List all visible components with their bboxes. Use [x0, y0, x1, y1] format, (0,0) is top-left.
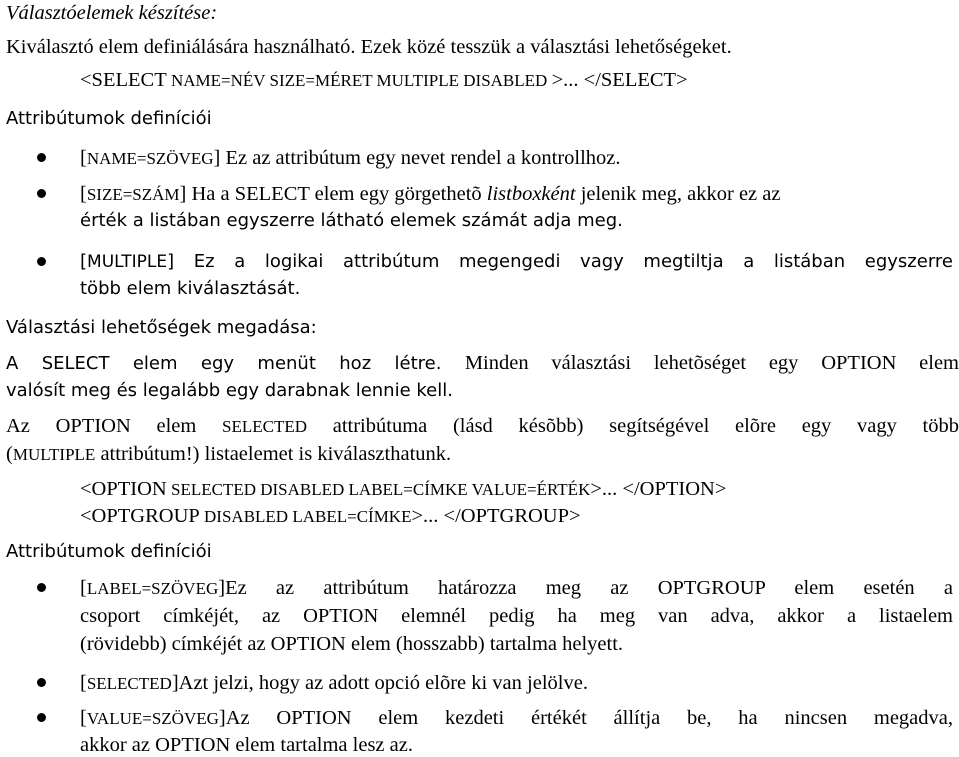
option-syntax — [80, 477, 726, 502]
attr-desc: Az OPTION elem kezdeti értékét állítja be, ha nincsen megadva, — [225, 707, 953, 729]
option-close-tag: >... </OPTION> — [590, 478, 727, 500]
attr-heading-option: Attribútumok definíciói — [6, 541, 212, 562]
option-open-tag: <OPTION — [80, 478, 167, 500]
attr-desc-italic: listboxként — [486, 183, 576, 205]
attr-desc-cont: akkor az OPTION elem tartalma lesz az. — [80, 734, 413, 756]
attr-desc: Ez a logikai attribútum megengedi vagy megtiltja a listában egyszerre — [174, 251, 953, 272]
paragraph-2 — [6, 414, 959, 439]
options-heading: Választási lehetőségek megadása: — [6, 317, 317, 338]
attr-desc: jelenik meg, akkor ez az — [575, 183, 781, 205]
select-close-tag: >... </SELECT> — [551, 69, 688, 91]
keyword-small: MULTIPLE — [12, 445, 96, 464]
option-attrs: SELECTED DISABLED LABEL=CÍMKE VALUE=ÉRTÉK — [166, 480, 591, 499]
attr-key: MULTIPLE — [87, 252, 168, 272]
attr-desc: Azt jelzi, hogy az adott opció elõre ki van jelölve. — [178, 672, 588, 694]
attr-desc-cont: csoport címkéjét, az OPTION elemnél pedig ha meg van adva, akkor a listaelem — [80, 605, 953, 627]
keyword-small: SELECTED — [222, 417, 308, 436]
paragraph-2-cont: (MULTIPLE attribútum!) listaelemet is kiválaszthatunk. — [6, 443, 452, 465]
optgroup-close-tag: >... </OPTGROUP> — [411, 505, 581, 527]
select-syntax — [80, 68, 688, 93]
attr-heading-select: Attribútumok definíciói — [6, 108, 212, 129]
paragraph-text: Az OPTION elem — [6, 415, 223, 437]
optgroup-open-tag: <OPTGROUP — [80, 505, 200, 527]
paragraph-1 — [6, 351, 959, 376]
attr-item-selected: [SELECTED]Azt jelzi, hogy az adott opció elõre ki van jelölve. — [80, 672, 588, 694]
attr-desc: Ez az attribútum határozza meg az OPTGROUP elem esetén a — [225, 577, 953, 599]
paragraph-text: attribútuma (lásd késõbb) segítségével elõre egy vagy több — [307, 415, 959, 437]
paragraph-text: Minden választási lehetõséget egy OPTION elem — [464, 352, 959, 374]
attr-key: LABEL=SZÖVEG — [86, 579, 219, 598]
attr-item-value: [VALUE=SZÖVEG]Az OPTION elem kezdeti értékét állítja be, ha nincsen megadva, — [80, 707, 953, 729]
bullet-icon — [37, 583, 46, 592]
bullet-icon — [37, 153, 46, 162]
attr-desc-cont: érték a listában egyszerre látható elemek számát adja meg. — [80, 210, 623, 231]
optgroup-attrs: DISABLED LABEL=CÍMKE — [199, 507, 412, 526]
attr-key: SIZE=SZÁM — [86, 185, 180, 204]
attr-desc-cont: több elem kiválasztását. — [80, 278, 301, 299]
attr-desc: Ez az attribútum egy nevet rendel a kontrollhoz. — [220, 147, 621, 169]
intro-text: Kiválasztó elem definiálására használható. Ezek közé tesszük a választási lehetőségeket. — [6, 36, 732, 58]
attr-desc-cont: (rövidebb) címkéjét az OPTION elem (hosszabb) tartalma helyett. — [80, 633, 624, 655]
attr-key: NAME=SZÖVEG — [86, 149, 214, 168]
bullet-icon — [37, 257, 46, 266]
select-open-tag: <SELECT — [80, 69, 167, 91]
select-attrs: NAME=NÉV SIZE=MÉRET MULTIPLE DISABLED — [166, 71, 552, 90]
attr-key: VALUE=SZÖVEG — [86, 709, 219, 728]
attr-item-name: [NAME=SZÖVEG] Ez az attribútum egy nevet rendel a kontrollhoz. — [80, 147, 621, 169]
attr-key: SELECTED — [86, 674, 172, 693]
page-heading: Választóelemek készítése: — [6, 2, 218, 24]
attr-item-label: [LABEL=SZÖVEG]Ez az attribútum határozza meg az OPTGROUP elem esetén a — [80, 577, 953, 599]
bullet-icon — [37, 713, 46, 722]
attr-desc: Ha a SELECT elem egy görgethetõ — [186, 183, 487, 205]
bullet-icon — [37, 678, 46, 687]
bullet-icon — [37, 189, 46, 198]
attr-item-multiple: [MULTIPLE] Ez a logikai attribútum megengedi vagy megtiltja a listában egyszerre — [80, 251, 953, 272]
paragraph-text-sans: A SELECT elem egy menüt hoz létre. — [6, 353, 465, 374]
paragraph-text: attribútum!) listaelemet is kiválaszthatunk. — [95, 443, 452, 465]
paragraph-1-cont: valósít meg és legalább egy darabnak lennie kell. — [6, 380, 453, 401]
optgroup-syntax — [80, 504, 581, 529]
attr-item-size: [SIZE=SZÁM] Ha a SELECT elem egy görgethetõ listboxként jelenik meg, akkor ez az — [80, 183, 781, 205]
